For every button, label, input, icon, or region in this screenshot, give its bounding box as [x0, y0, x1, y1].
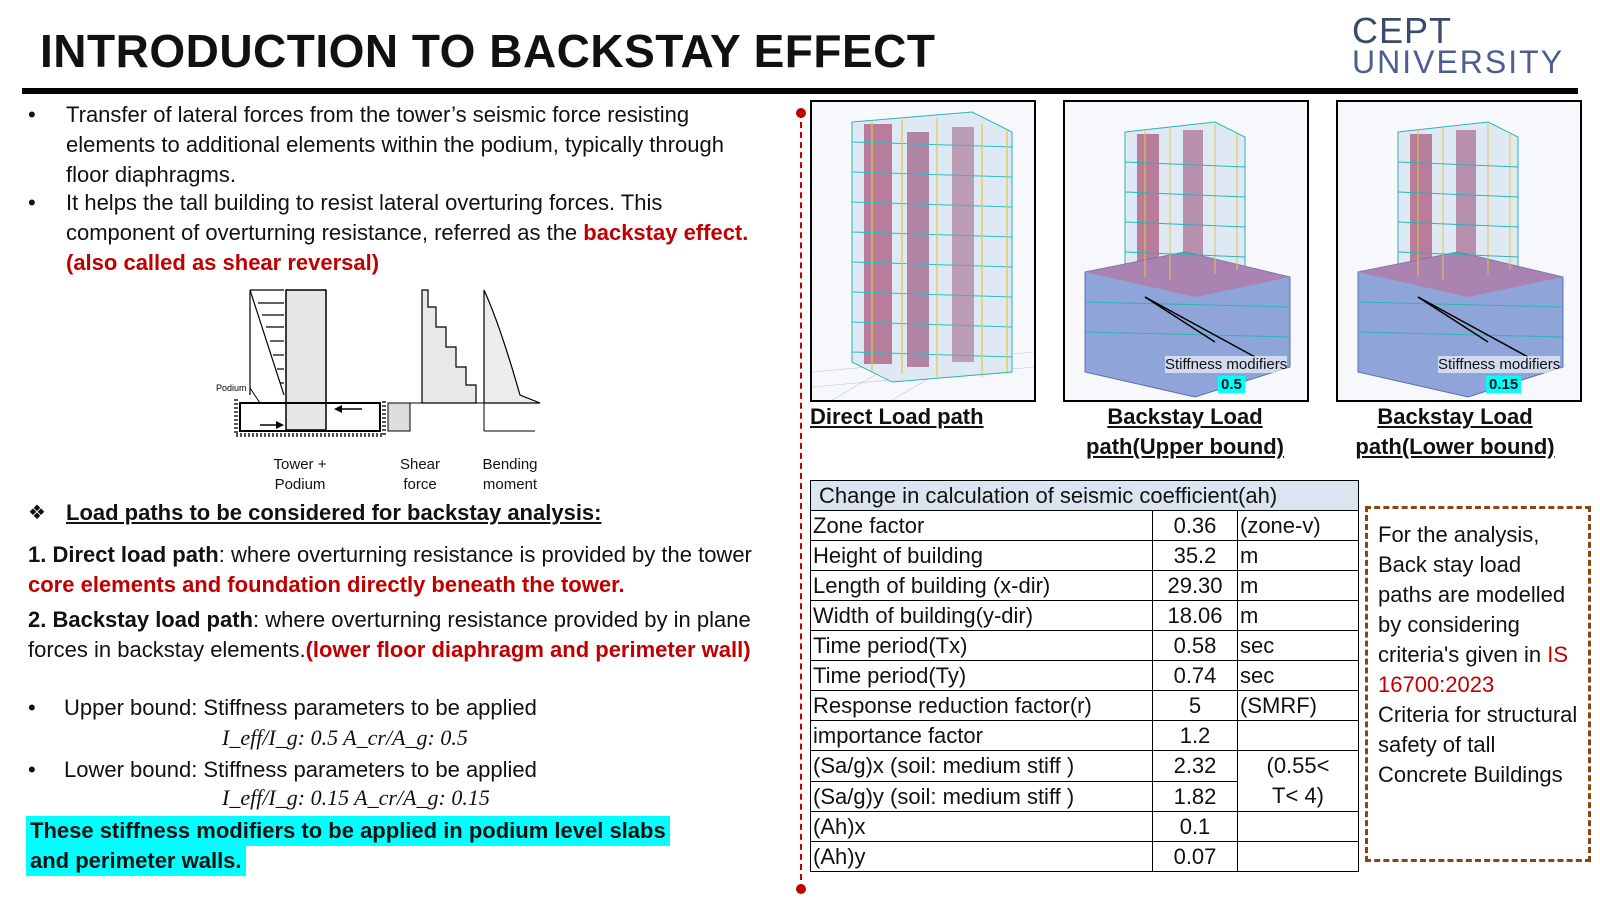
- table-row: [811, 601, 1359, 631]
- table-cell-value: 0.07: [1153, 842, 1238, 872]
- table-cell-value: 18.06: [1153, 601, 1238, 631]
- table-cell-value: 2.32: [1153, 751, 1238, 782]
- lower-bound-bullet: •: [28, 757, 36, 782]
- table-row: [811, 541, 1359, 571]
- caption-tower-podium: Tower + Podium: [273, 456, 327, 493]
- logo-line1: CEPT: [1352, 10, 1453, 51]
- backstay-diagram: [200, 285, 550, 450]
- table-cell-param: Height of building: [811, 541, 1153, 571]
- lower-bound-formula: [222, 785, 490, 811]
- table-row: [811, 511, 1359, 541]
- load-path-1: [28, 540, 788, 600]
- table-header: Change in calculation of seismic coefficient(ah): [811, 481, 1359, 511]
- caption-shear-force: Shear force: [399, 456, 441, 493]
- bullet-2-text: [66, 188, 766, 278]
- table-cell-param: Width of building(y-dir): [811, 601, 1153, 631]
- load-path-2-title: 2. Backstay load path: [28, 607, 253, 632]
- upper-bound-formula: [222, 725, 468, 751]
- caption-lower-l1: Backstay Load: [1377, 404, 1533, 429]
- table-cell-value: 0.74: [1153, 661, 1238, 691]
- note-text: [1378, 520, 1578, 790]
- lower-formula-text: I_eff/I_g: 0.15 A_cr/A_g: 0.15: [222, 785, 490, 810]
- bullet-2: [28, 188, 768, 278]
- table-cell-value: 5: [1153, 691, 1238, 721]
- table-cell-unit: (SMRF): [1238, 691, 1359, 721]
- note-standard-title: Criteria for structural safety of tall Concrete Buildings: [1378, 702, 1578, 787]
- bullet-1: [28, 100, 768, 190]
- table-cell-value: 29.30: [1153, 571, 1238, 601]
- direct-load-path-image: [810, 100, 1036, 402]
- table-cell-unit: m: [1238, 571, 1359, 601]
- table-cell-param: Length of building (x-dir): [811, 571, 1153, 601]
- title-divider: [22, 88, 1578, 94]
- load-path-1-text: : where overturning resistance is provided by the tower: [218, 542, 752, 567]
- table-cell-unit: m: [1238, 541, 1359, 571]
- table-row: [811, 571, 1359, 601]
- table-cell-value: 0.1: [1153, 812, 1238, 842]
- table-cell-unit: m: [1238, 601, 1359, 631]
- divider-bottom-dot: [796, 884, 806, 894]
- table-row: [811, 751, 1359, 782]
- load-path-1-title: 1. Direct load path: [28, 542, 219, 567]
- table-cell-unit: [1238, 812, 1359, 842]
- logo-line2: UNIVERSITY: [1352, 44, 1565, 80]
- note-standard: IS 16700:2023: [1378, 642, 1569, 697]
- podium-label: Podium: [216, 383, 247, 393]
- lower-stiffness-value: 0.15: [1486, 376, 1521, 393]
- table-cell-param: (Sa/g)x (soil: medium stiff ): [811, 751, 1153, 782]
- highlight-line-2: and perimeter walls.: [26, 846, 246, 876]
- backstay-lower-bound-image: [1336, 100, 1582, 402]
- lower-stiffness-label: Stiffness modifiers: [1438, 356, 1561, 373]
- bullet-dot: •: [28, 190, 36, 215]
- table-cell-value: 1.2: [1153, 721, 1238, 751]
- upper-stiffness-label: Stiffness modifiers: [1165, 356, 1288, 373]
- caption-direct-load-path: Direct Load path: [810, 404, 984, 429]
- table-row: [811, 842, 1359, 872]
- caption-bending-moment: Bending moment: [482, 456, 538, 493]
- table-cell-unit-merged: (0.55< T< 4): [1238, 751, 1359, 812]
- backstay-figure: [200, 285, 550, 450]
- table-cell-value: 35.2: [1153, 541, 1238, 571]
- table-cell-value: 0.36: [1153, 511, 1238, 541]
- tower-shape: [286, 290, 326, 430]
- caption-upper-l2: path(Upper bound): [1086, 434, 1284, 459]
- table-row: [811, 812, 1359, 842]
- caption-lower-l2: path(Lower bound): [1355, 434, 1555, 459]
- table-cell-value: 0.58: [1153, 631, 1238, 661]
- bullet-dot: •: [28, 102, 36, 127]
- table-header-row: [811, 481, 1359, 511]
- table-cell-unit: sec: [1238, 631, 1359, 661]
- section-divider: [800, 112, 802, 890]
- highlight-line-1: These stiffness modifiers to be applied in podium level slabs: [26, 816, 670, 846]
- upper-bound-text: Upper bound: Stiffness parameters to be applied: [64, 695, 537, 720]
- caption-upper-l1: Backstay Load: [1107, 404, 1263, 429]
- table-cell-param: (Sa/g)y (soil: medium stiff ): [811, 781, 1153, 812]
- table-cell-value: 1.82: [1153, 781, 1238, 812]
- table-cell-unit: sec: [1238, 661, 1359, 691]
- table-cell-param: Time period(Tx): [811, 631, 1153, 661]
- table-row: [811, 631, 1359, 661]
- load-path-2-text: : where overturning resistance provided by in plane forces in backstay elements.: [28, 607, 751, 662]
- backstay-upper-bound-image: [1063, 100, 1309, 402]
- load-paths-heading: Load paths to be considered for backstay analysis:: [66, 500, 602, 525]
- diamond-bullet-icon: ❖: [28, 502, 46, 524]
- table-row: [811, 721, 1359, 751]
- lower-bound-text: Lower bound: Stiffness parameters to be applied: [64, 757, 537, 782]
- table-cell-param: Response reduction factor(r): [811, 691, 1153, 721]
- load-path-2-red: (lower floor diaphragm and perimeter wall): [305, 637, 751, 662]
- table-cell-param: importance factor: [811, 721, 1153, 751]
- note-intro: For the analysis, Back stay load paths are modelled by considering criteria's given in: [1378, 522, 1566, 667]
- table-cell-unit: [1238, 721, 1359, 751]
- bullet-2-plain: It helps the tall building to resist lateral overturing forces. This component of overturning resistance, referred as the: [66, 190, 663, 245]
- table-row: [811, 661, 1359, 691]
- upper-formula-text: I_eff/I_g: 0.5 A_cr/A_g: 0.5: [222, 725, 468, 750]
- table-cell-param: Time period(Ty): [811, 661, 1153, 691]
- bullet-1-text: Transfer of lateral forces from the tower’s seismic force resisting elements to additional elements within the podium, typically through floor diaphragms.: [66, 102, 724, 187]
- divider-top-dot: [796, 108, 806, 118]
- load-path-1-red: core elements and foundation directly beneath the tower.: [28, 572, 625, 597]
- upper-stiffness-value: 0.5: [1218, 376, 1245, 393]
- lateral-load-arrows: [250, 290, 284, 395]
- table-cell-param: Zone factor: [811, 511, 1153, 541]
- building-model-direct: [812, 102, 1034, 400]
- upper-bound-bullet: •: [28, 695, 36, 720]
- table-row: [811, 691, 1359, 721]
- table-cell-param: (Ah)x: [811, 812, 1153, 842]
- load-path-2: [28, 605, 788, 665]
- seismic-coefficient-table: [810, 480, 1359, 872]
- table-cell-unit: [1238, 842, 1359, 872]
- table-cell-param: (Ah)y: [811, 842, 1153, 872]
- table-cell-unit: (zone-v): [1238, 511, 1359, 541]
- backstay-highlight: backstay effect. (also called as shear reversal): [66, 220, 749, 275]
- page-title: INTRODUCTION TO BACKSTAY EFFECT: [40, 25, 936, 77]
